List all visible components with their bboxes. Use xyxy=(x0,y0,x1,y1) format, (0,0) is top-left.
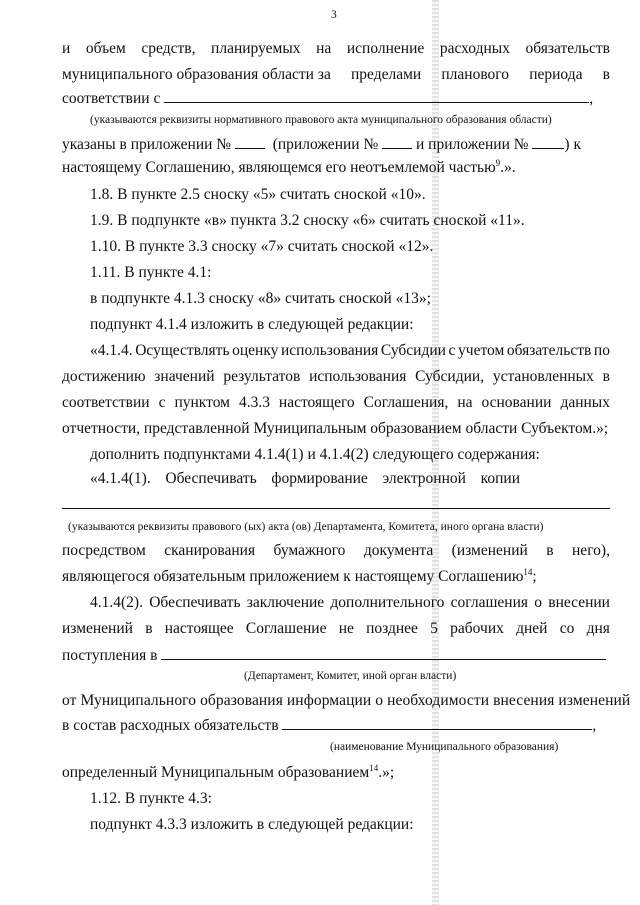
word: в xyxy=(546,542,554,559)
word: документа xyxy=(363,542,434,559)
word: планируемых xyxy=(211,40,301,57)
word: на xyxy=(316,40,332,57)
word: обязательств xyxy=(506,342,592,359)
word: значений xyxy=(154,368,215,385)
quote-line-2 xyxy=(62,368,610,386)
fill-in-blank xyxy=(235,135,265,149)
page-number: 3 xyxy=(331,9,337,21)
word: являющегося обязательным приложением к настоящему Соглашению xyxy=(62,568,524,585)
word: сканирования xyxy=(164,542,256,559)
text-line-2 xyxy=(62,66,610,84)
fill-in-blank xyxy=(164,89,589,103)
punct: .»; xyxy=(378,764,395,781)
word: соглашения xyxy=(450,594,529,611)
word: соответствии с xyxy=(62,90,161,107)
word: указаны в приложении № xyxy=(62,136,232,153)
word: внесении xyxy=(548,594,610,611)
fill-in-blank xyxy=(62,508,610,509)
word: «4.1.4(1). xyxy=(90,470,151,487)
caption-dept: (Департамент, Комитет, иной орган власти) xyxy=(244,670,457,682)
word: позднее xyxy=(366,620,418,637)
word: рабочих xyxy=(450,620,504,637)
word: определенный Муниципальным образованием xyxy=(62,764,370,781)
word: достижению xyxy=(62,368,146,385)
word: установленных xyxy=(492,368,594,385)
word: на xyxy=(457,394,473,411)
word: Соглашения, xyxy=(363,394,449,411)
footnote-ref: 14 xyxy=(369,762,379,773)
sub-4-1-3: в подпункте 4.1.3 сноску «8» считать сноской «13»; xyxy=(90,290,431,307)
text-line-6 xyxy=(62,159,516,177)
add-subitems-line: дополнить подпунктами 4.1.4(1) и 4.1.4(2) следующего содержания: xyxy=(90,446,540,463)
punct: , xyxy=(589,90,594,107)
word: (изменений xyxy=(451,542,528,559)
fill-in-blank xyxy=(532,135,564,149)
word: настоящего xyxy=(278,394,355,411)
word: формирование xyxy=(271,470,368,487)
word: «4.1.4. xyxy=(90,342,133,359)
word: посредством xyxy=(62,542,146,559)
composition-line xyxy=(62,716,596,735)
item-1-12: 1.12. В пункте 4.3: xyxy=(90,790,212,807)
word: исполнение xyxy=(346,40,425,57)
footnote-ref: 14 xyxy=(523,566,533,577)
word: 4.1.4(2). xyxy=(90,594,143,611)
word: не xyxy=(338,620,354,637)
word: настоящее xyxy=(164,620,234,637)
appendix-line xyxy=(62,568,537,586)
word: бумажного xyxy=(273,542,346,559)
quote-line-1 xyxy=(90,342,610,360)
word: по xyxy=(593,342,610,359)
word: ) к xyxy=(564,136,581,153)
word: периода xyxy=(529,66,583,83)
item-1-10: 1.10. В пункте 3.3 сноску «7» считать сноской «12». xyxy=(90,238,434,255)
punct: , xyxy=(592,717,597,734)
word: муниципального образования области за xyxy=(62,66,331,83)
item-4142-line xyxy=(90,594,610,612)
intro-4-3-3: подпункт 4.3.3 изложить в следующей редакции: xyxy=(90,816,414,833)
word: в xyxy=(602,368,610,385)
text-line-5 xyxy=(62,135,581,154)
word: объем xyxy=(85,40,126,57)
word: средств, xyxy=(141,40,196,57)
quote-line-3 xyxy=(62,394,610,412)
word: обязательств xyxy=(525,40,610,57)
intro-4-1-4: подпункт 4.1.4 изложить в следующей редакции: xyxy=(90,316,414,333)
word: него), xyxy=(572,542,610,559)
from-line: от Муниципального образования информации о необходимости внесения изменений xyxy=(62,692,631,709)
word: результатов xyxy=(223,368,301,385)
footnote-ref: 9 xyxy=(495,157,501,168)
item-1-9: 1.9. В подпункте «в» пункта 3.2 сноску «6» считать сноской «11». xyxy=(90,212,525,229)
defined-line xyxy=(62,764,394,782)
word: пунктом xyxy=(174,394,230,411)
word: копии xyxy=(480,470,520,487)
caption-npa: (указываются реквизиты нормативного правового акта муниципального образования области) xyxy=(90,114,552,126)
word: поступления в xyxy=(62,647,158,664)
word: пределами xyxy=(351,66,422,83)
text-line-3 xyxy=(62,89,593,108)
word: Осуществлять xyxy=(135,342,230,359)
word: оценку xyxy=(232,342,279,359)
word: учетом xyxy=(458,342,505,359)
word: Обеспечивать xyxy=(165,470,257,487)
item-1-11: 1.11. В пункте 4.1: xyxy=(90,264,212,281)
word: планового xyxy=(441,66,510,83)
caption-mun: (наименование Муниципального образования) xyxy=(330,741,559,753)
word: основании xyxy=(481,394,552,411)
text-line-1 xyxy=(62,40,610,58)
quote-line-4: отчетности, представленной Муниципальным образованием области Субъектом.»; xyxy=(62,420,609,437)
word: Соглашение xyxy=(245,620,327,637)
word: расходных xyxy=(439,40,510,57)
word: со xyxy=(559,620,575,637)
word: и xyxy=(62,40,71,57)
item-1-8: 1.8. В пункте 2.5 сноску «5» считать сноской «10». xyxy=(90,186,426,203)
scan-line xyxy=(62,542,610,560)
fill-in-blank xyxy=(282,716,592,730)
word: соответствии xyxy=(62,394,150,411)
word: заключение xyxy=(246,594,325,611)
word: 5 xyxy=(430,620,438,637)
word: о xyxy=(534,594,543,611)
changes-line xyxy=(62,620,610,638)
word: Субсидии xyxy=(380,342,446,359)
punct: .». xyxy=(500,159,516,176)
word: в состав расходных обязательств xyxy=(62,717,279,734)
caption-acts: (указываются реквизиты правового (ых) акта (ов) Департамента, Комитета, иного органа власти) xyxy=(68,521,544,533)
word: данных xyxy=(560,394,610,411)
word: настоящему Соглашению, являющемся его неотъемлемой частью xyxy=(62,159,496,176)
punct: ; xyxy=(532,568,537,585)
word: и приложении № xyxy=(416,136,529,153)
receipt-line xyxy=(62,646,606,665)
fill-in-blank xyxy=(161,646,606,660)
word: Субсидии, xyxy=(415,368,485,385)
word: в xyxy=(602,66,610,83)
word: в xyxy=(145,620,153,637)
word: Обеспечивать xyxy=(149,594,241,611)
word: электронной xyxy=(382,470,466,487)
fill-in-blank xyxy=(382,135,412,149)
word: 4.3.3 xyxy=(238,394,270,411)
word: дней xyxy=(516,620,548,637)
word: с xyxy=(448,342,456,359)
word: использования xyxy=(309,368,407,385)
word: дополнительного xyxy=(330,594,445,611)
word: дня xyxy=(586,620,610,637)
word: (приложении № xyxy=(272,136,379,153)
item-4141-line xyxy=(90,470,520,488)
word: с xyxy=(158,394,166,411)
word: использования xyxy=(280,342,379,359)
word: изменений xyxy=(62,620,133,637)
